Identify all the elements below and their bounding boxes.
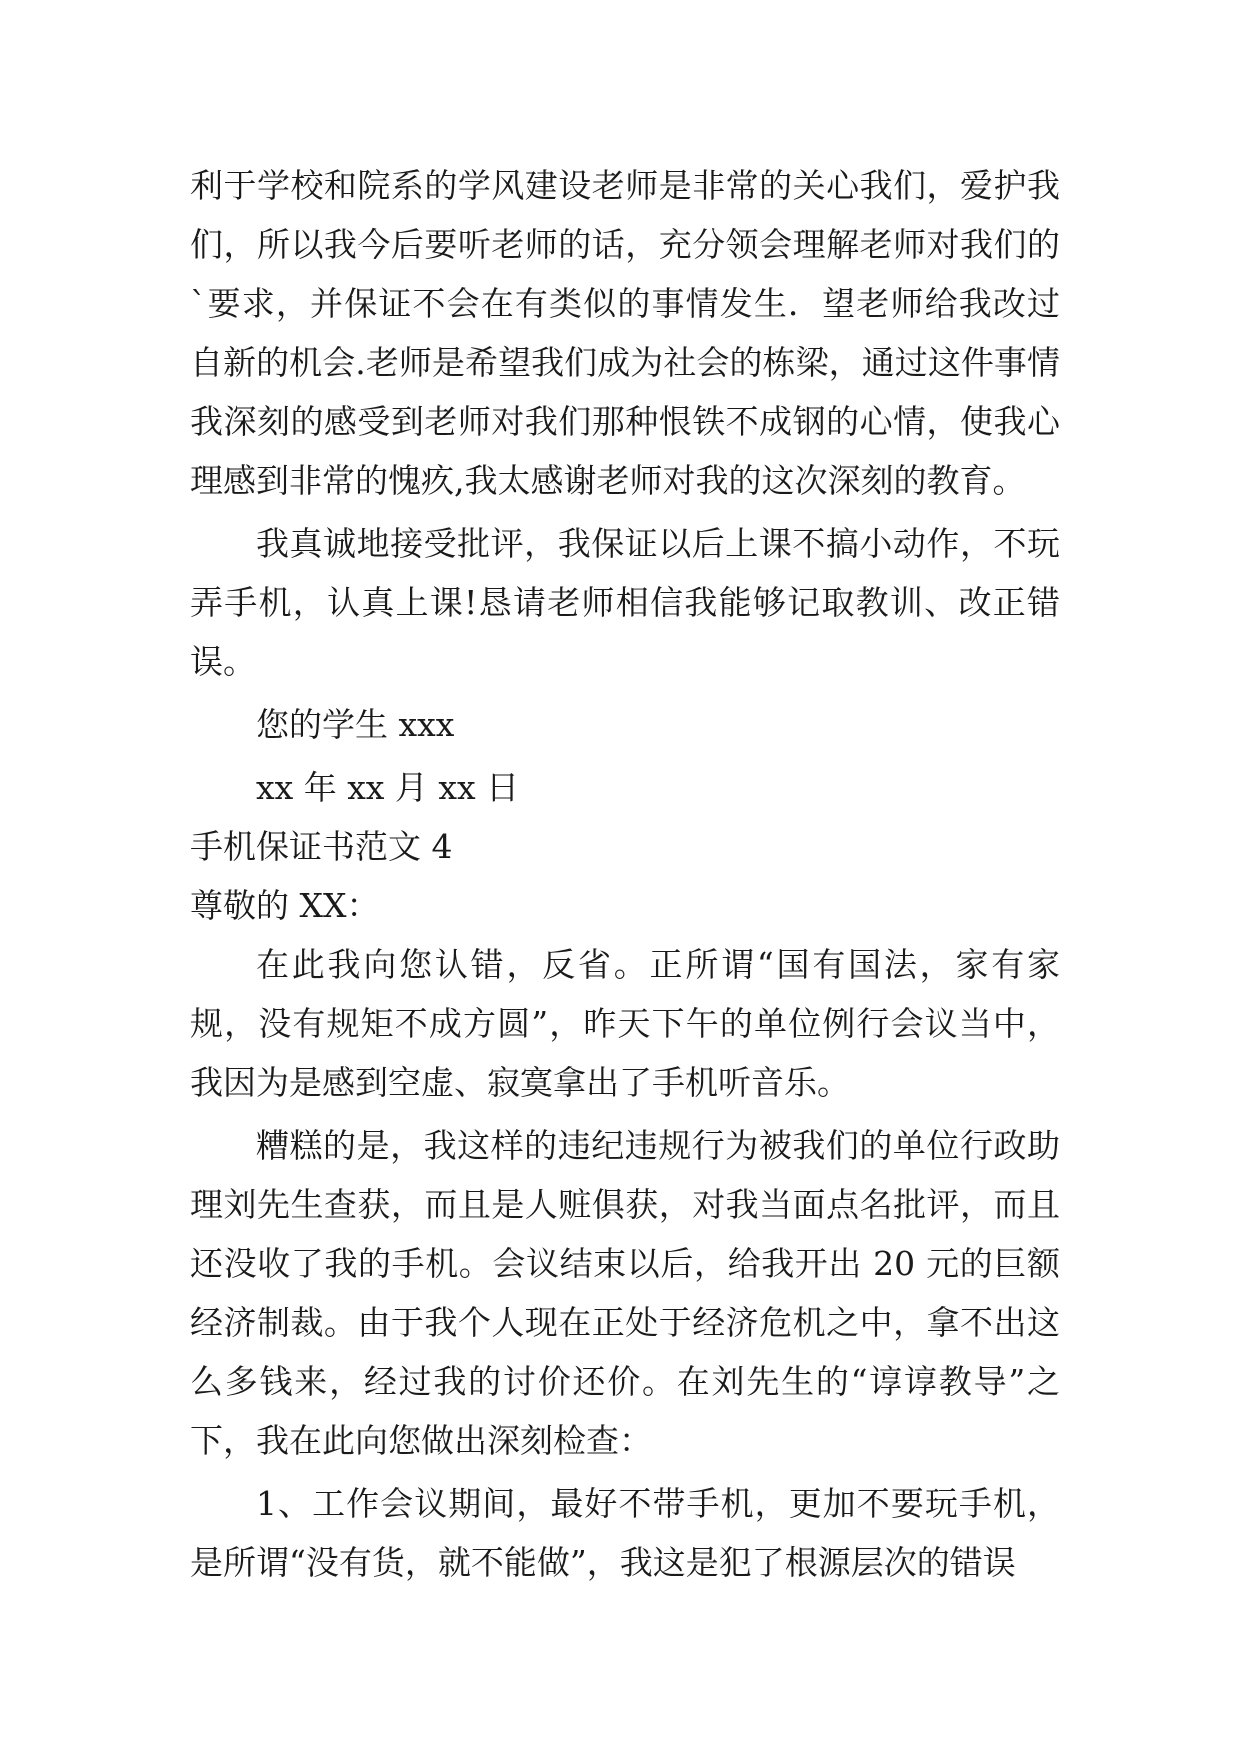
section-title: 手机保证书范文 4 (190, 827, 453, 866)
paragraph-acceptance: 我真诚地接受批评，我保证以后上课不搞小动作，不玩弄手机，认真上课!恳请老师相信我能够记取教训、改正错误。 (190, 524, 1060, 681)
paragraph-point-1: 1、工作会议期间，最好不带手机，更加不要玩手机，是所谓“没有货，就不能做”，我这是犯了根源层次的错误 (190, 1484, 1060, 1582)
signature-date: xx 年 xx 月 xx 日 (256, 768, 520, 807)
signature-student: 您的学生 xxx (256, 705, 455, 744)
paragraph-continuation: 利于学校和院系的学风建设老师是非常的关心我们，爱护我们，所以我今后要听老师的话，充分领会理解老师对我们的`要求，并保证不会在有类似的事情发生．望老师给我改过自新的机会.老师是希望我们成为社会的栋梁，通过这件事情我深刻的感受到老师对我们那种恨铁不成钢的心情，使我心理感到非常的愧疚,我太感谢老师对我的这次深刻的教育。 (190, 166, 1060, 500)
document-body (190, 156, 1060, 1592)
salutation: 尊敬的 XX： (190, 886, 380, 925)
paragraph-incident: 糟糕的是，我这样的违纪违规行为被我们的单位行政助理刘先生查获，而且是人赃俱获，对我当面点名批评，而且还没收了我的手机。会议结束以后，给我开出 20 元的巨额经济制裁。由于我个人现在正处于经济危机之中，拿不出这么多钱来，经过我的讨价还价。在刘先生的“谆谆教导”之下，我在此向您做出深刻检查： (190, 1126, 1060, 1460)
paragraph-apology: 在此我向您认错，反省。正所谓“国有国法，家有家规，没有规矩不成方圆”，昨天下午的单位例行会议当中，我因为是感到空虚、寂寞拿出了手机听音乐。 (190, 945, 1060, 1102)
